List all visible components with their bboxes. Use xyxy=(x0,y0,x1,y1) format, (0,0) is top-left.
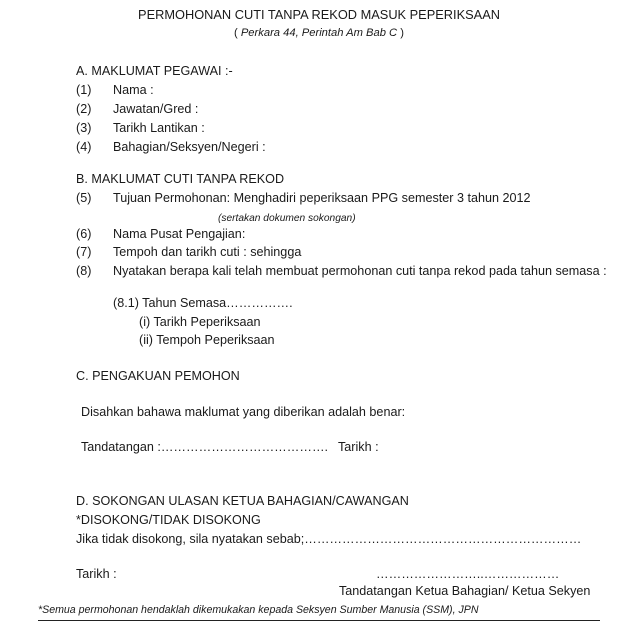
item-text-tujuan: Tujuan Permohonan: Menghadiri peperiksaan PPG semester 3 tahun 2012 xyxy=(113,191,531,205)
section-d-heading: D. SOKONGAN ULASAN KETUA BAHAGIAN/CAWANGAN xyxy=(76,494,409,508)
document-title: PERMOHONAN CUTI TANPA REKOD MASUK PEPERIKSAAN xyxy=(138,7,500,22)
subtitle-close-paren: ) xyxy=(400,27,404,39)
item-number: (1) xyxy=(76,83,92,97)
item-text-bahagian: Bahagian/Seksyen/Negeri : xyxy=(113,140,266,154)
item-number: (6) xyxy=(76,227,92,241)
item-number: (2) xyxy=(76,102,92,116)
subtitle-open-paren: ( xyxy=(234,27,238,39)
declaration-statement: Disahkan bahawa maklumat yang diberikan adalah benar: xyxy=(81,405,406,419)
item-number: (8) xyxy=(76,264,92,278)
applicant-date-label: Tarikh : xyxy=(338,440,379,454)
document-subtitle xyxy=(0,26,638,41)
sub-item-tarikh-peperiksaan: (i) Tarikh Peperiksaan xyxy=(139,315,261,329)
supporting-document-note: (sertakan dokumen sokongan) xyxy=(218,213,356,224)
item-text-bilangan-permohonan: Nyatakan berapa kali telah membuat permohonan cuti tanpa rekod pada tahun semasa : xyxy=(113,264,607,278)
head-signature-line: ……………………..……………… xyxy=(376,567,560,581)
item-text-nama: Nama : xyxy=(113,83,154,97)
item-text-tarikh-lantikan: Tarikh Lantikan : xyxy=(113,121,205,135)
item-text-jawatan: Jawatan/Gred : xyxy=(113,102,199,116)
applicant-signature-line: Tandatangan :…………………………………. xyxy=(81,440,329,454)
item-text-tempoh: Tempoh dan tarikh cuti : sehingga xyxy=(113,245,302,259)
head-date-label: Tarikh : xyxy=(76,567,117,581)
item-text-pusat-pengajian: Nama Pusat Pengajian: xyxy=(113,227,246,241)
sub-item-tempoh-peperiksaan: (ii) Tempoh Peperiksaan xyxy=(139,333,275,347)
section-a-heading: A. MAKLUMAT PEGAWAI :- xyxy=(76,64,233,78)
head-signature-label: Tandatangan Ketua Bahagian/ Ketua Sekyen xyxy=(339,584,591,598)
sub-item-tahun-semasa: (8.1) Tahun Semasa……………. xyxy=(113,296,293,310)
footer-rule xyxy=(38,620,600,621)
item-number: (7) xyxy=(76,245,92,259)
item-number: (5) xyxy=(76,191,92,205)
section-b-heading: B. MAKLUMAT CUTI TANPA REKOD xyxy=(76,172,285,186)
section-c-heading: C. PENGAKUAN PEMOHON xyxy=(76,369,240,383)
item-number: (4) xyxy=(76,140,92,154)
item-number: (3) xyxy=(76,121,92,135)
support-status: *DISOKONG/TIDAK DISOKONG xyxy=(76,513,261,527)
rejection-reason-line: Jika tidak disokong, sila nyatakan sebab;………………………………………………………… xyxy=(76,532,582,546)
subtitle-reference: Perkara 44, Perintah Am Bab C xyxy=(240,27,398,39)
footer-note: *Semua permohonan hendaklah dikemukakan kepada Seksyen Sumber Manusia (SSM), JPN xyxy=(38,604,479,616)
